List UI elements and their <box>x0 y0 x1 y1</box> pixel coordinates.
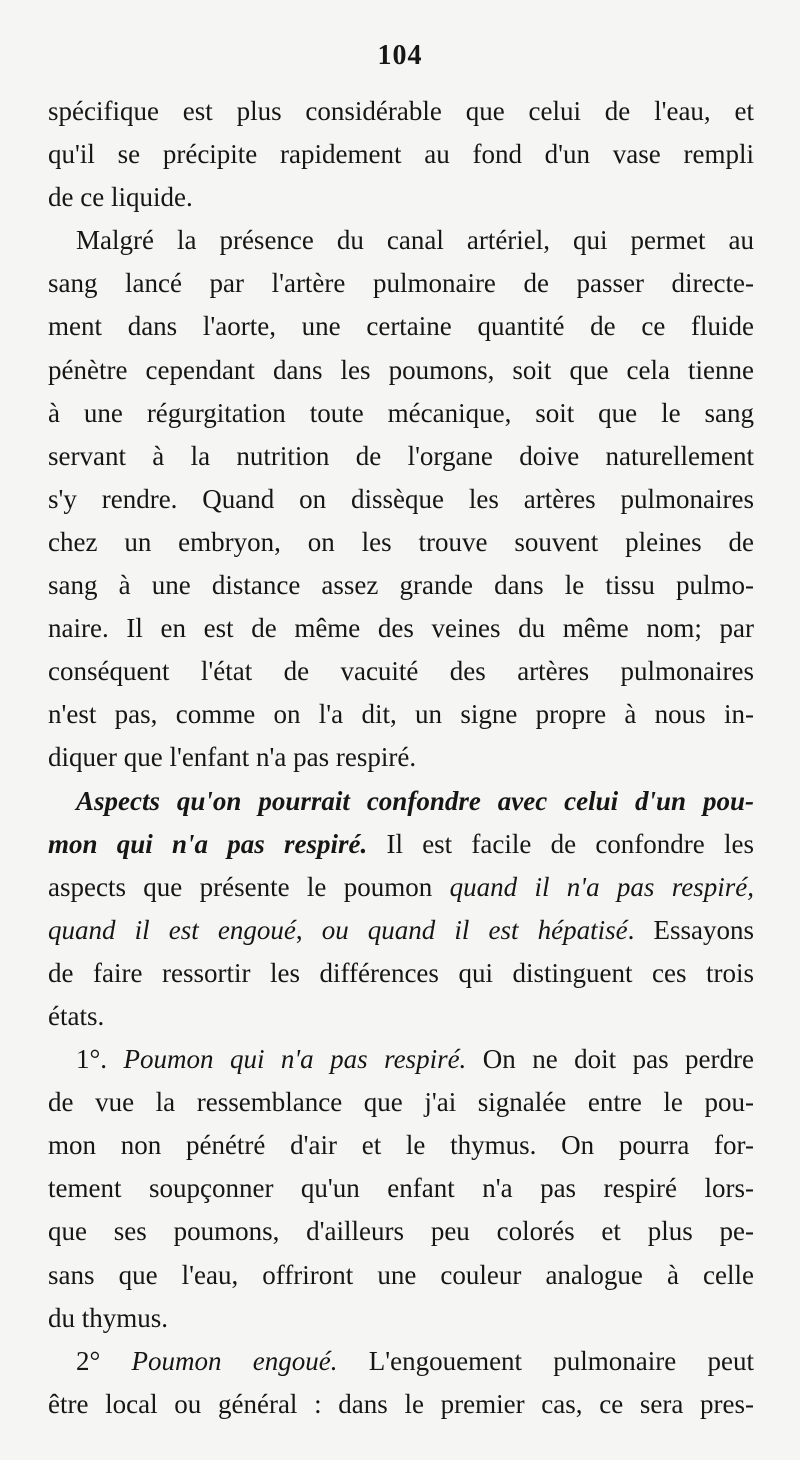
page-number: 104 <box>377 40 423 71</box>
text-line: chez un embryon, on les trouve souvent pleines de <box>48 526 754 557</box>
text-line: diquer que l'enfant n'a pas respiré. <box>48 742 417 773</box>
text-line: de ce liquide. <box>48 182 193 213</box>
text-span: aspects que présente le poumon <box>48 871 450 902</box>
text-line: que ses poumons, d'ailleurs peu colorés et plus pe- <box>48 1216 754 1247</box>
text-span: , <box>295 914 322 945</box>
text-line: sang à une distance assez grande dans le tissu pulmo- <box>48 570 754 601</box>
text-line: à une régurgitation toute mécanique, soit que le sang <box>48 397 754 428</box>
text-line <box>48 909 754 952</box>
text-line: conséquent l'état de vacuité des artères pulmonaires <box>48 656 754 687</box>
text-line: du thymus. <box>48 1302 169 1333</box>
body-text <box>48 90 754 1426</box>
subheading: Poumon qui n'a pas respiré. <box>123 1044 467 1075</box>
text-span: L'engouement pulmonaire peut <box>337 1345 754 1376</box>
italic-span: quand il est engoué <box>48 914 296 945</box>
text-line: s'y rendre. Quand on dissèque les artères pulmonaires <box>48 483 754 514</box>
text-line: spécifique est plus considérable que celui de l'eau, et <box>48 96 754 126</box>
numbering: 2° <box>76 1345 132 1376</box>
section-heading-continuation: mon qui n'a pas respiré. <box>48 828 368 859</box>
text-line: pénètre cependant dans les poumons, soit que cela tienne <box>48 354 754 385</box>
text-line: servant à la nutrition de l'organe doive naturellement <box>48 440 754 471</box>
text-span: . Essayons <box>627 914 755 945</box>
text-span: Il est facile de confondre les <box>367 828 754 859</box>
text-line: de faire ressortir les différences qui distinguent ces trois <box>48 957 754 988</box>
text-line: mon non pénétré d'air et le thymus. On pourra for- <box>48 1130 754 1161</box>
section-heading-line: Aspects qu'on pourrait confondre avec celui d'un pou- <box>76 785 754 816</box>
text-line: états. <box>48 1000 105 1031</box>
text-line: naire. Il en est de même des veines du même nom; par <box>48 613 754 644</box>
text-line <box>48 823 754 866</box>
italic-span: quand il n'a pas respiré, <box>449 871 755 902</box>
text-line: sans que l'eau, offriront une couleur analogue à celle <box>48 1259 754 1290</box>
text-line: ment dans l'aorte, une certaine quantité de ce fluide <box>48 311 754 342</box>
numbering: 1°. <box>76 1044 124 1075</box>
italic-span: ou quand il est hépatisé <box>321 914 628 945</box>
text-line: qu'il se précipite rapidement au fond d'un vase rempli <box>48 139 754 170</box>
text-line <box>48 866 754 909</box>
numbered-paragraph-line <box>48 1340 754 1383</box>
text-line: tement soupçonner qu'un enfant n'a pas respiré lors- <box>48 1173 754 1204</box>
text-line: de vue la ressemblance que j'ai signalée entre le pou- <box>48 1087 754 1118</box>
text-line: être local ou général : dans le premier cas, ce sera pres- <box>48 1388 754 1419</box>
text-line: sang lancé par l'artère pulmonaire de passer directe- <box>48 268 754 299</box>
subheading: Poumon engoué. <box>131 1345 338 1376</box>
numbered-paragraph-line <box>48 1038 754 1081</box>
paragraph-start-line: Malgré la présence du canal artériel, qui permet au <box>76 225 754 256</box>
text-span: On ne doit pas perdre <box>466 1044 754 1075</box>
text-line: n'est pas, comme on l'a dit, un signe propre à nous in- <box>48 699 754 730</box>
